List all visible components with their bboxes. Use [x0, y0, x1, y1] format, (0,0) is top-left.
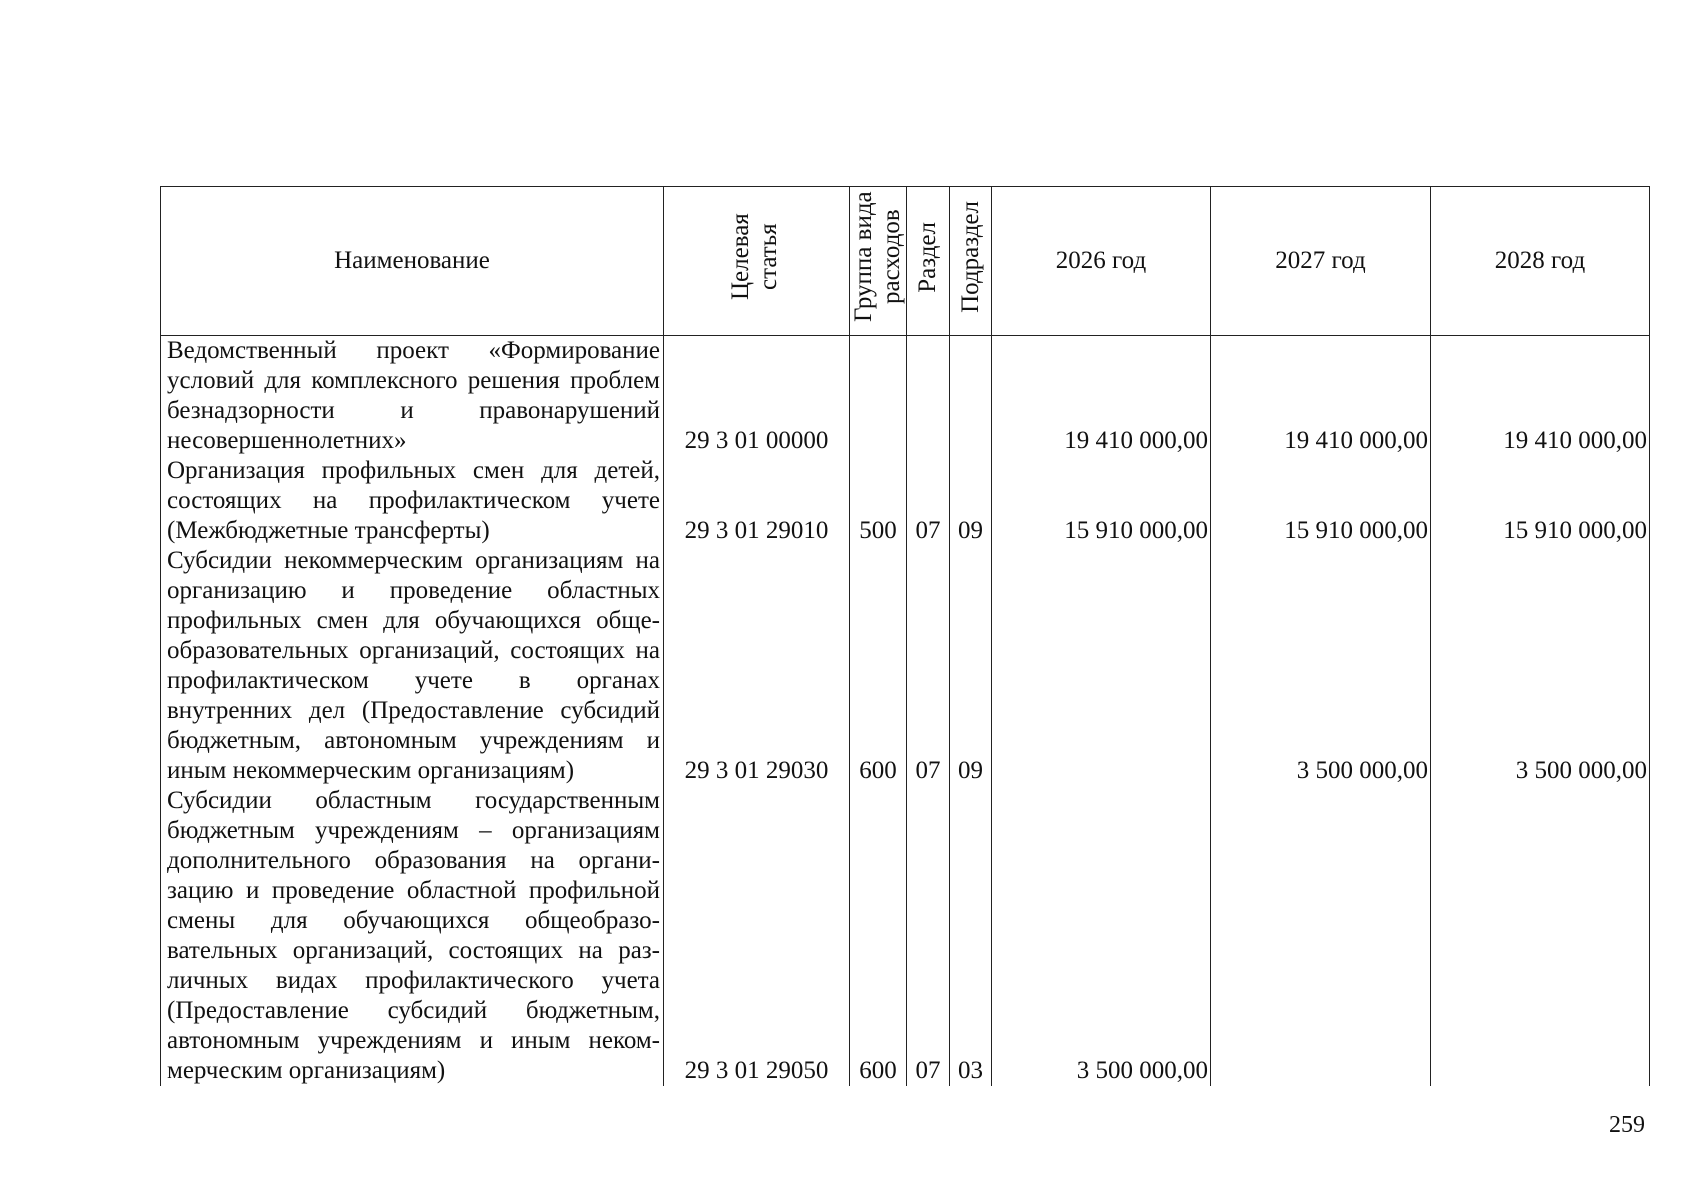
row-section: 07: [907, 786, 950, 1086]
header-2026: 2026 год: [992, 187, 1211, 336]
row-section: 07: [907, 456, 950, 546]
header-section: Раздел: [907, 187, 950, 336]
page-number: 259: [1609, 1112, 1645, 1138]
header-expense-group: Группа вида расходов: [850, 187, 907, 336]
row-amount-2026: 15 910 000,00: [992, 456, 1211, 546]
row-subsection: 03: [950, 786, 992, 1086]
row-subsection: 09: [950, 546, 992, 786]
row-amount-2028: 19 410 000,00: [1431, 336, 1650, 457]
row-amount-2026: 3 500 000,00: [992, 786, 1211, 1086]
row-subsection: 09: [950, 456, 992, 546]
row-amount-2027: 19 410 000,00: [1211, 336, 1431, 457]
header-subsection: Подраздел: [950, 187, 992, 336]
table-row: [161, 786, 1650, 1086]
row-subsection: [950, 336, 992, 457]
header-2027: 2027 год: [1211, 187, 1431, 336]
row-amount-2028: [1431, 786, 1650, 1086]
row-amount-2027: 15 910 000,00: [1211, 456, 1431, 546]
row-group: 600: [850, 546, 907, 786]
header-2028: 2028 год: [1431, 187, 1650, 336]
row-name: Субсидии некоммерческим организациям на организацию и проведение областных профильных смен для обучающихся общеобразовательных организаций, состоящих на профилактическом учете в органах внутренних дел (Предоставление субсидий бюджетным, автономным учреждениям и иным некоммерческим организациям): [161, 546, 664, 786]
row-amount-2028: 15 910 000,00: [1431, 456, 1650, 546]
header-name: Наименование: [161, 187, 664, 336]
row-code: 29 3 01 29010: [664, 456, 850, 546]
header-target-article: Целевая статья: [664, 187, 850, 336]
budget-table: [160, 186, 1650, 1086]
row-code: 29 3 01 00000: [664, 336, 850, 457]
row-amount-2028: 3 500 000,00: [1431, 546, 1650, 786]
row-name: Ведомственный проект «Формирование условий для комплексного решения проблем безнадзорности и правонарушений несовершеннолетних»: [161, 336, 664, 457]
row-amount-2026: [992, 546, 1211, 786]
row-section: [907, 336, 950, 457]
row-group: 600: [850, 786, 907, 1086]
table-row: [161, 546, 1650, 786]
row-name: Субсидии областным государственным бюджетным учреждениям – организациям дополнительного образования на организацию и проведение областной профильной смены для обучающихся общеобразовательных организаций, состоящих на различных видах профилактического учета (Предоставление субсидий бюджетным, автономным учреждениям и иным некоммерческим организациям): [161, 786, 664, 1086]
table-row: [161, 336, 1650, 457]
row-code: 29 3 01 29030: [664, 546, 850, 786]
table-row: [161, 456, 1650, 546]
row-amount-2027: [1211, 786, 1431, 1086]
header-row: [161, 187, 1650, 336]
row-group: [850, 336, 907, 457]
row-amount-2027: 3 500 000,00: [1211, 546, 1431, 786]
row-group: 500: [850, 456, 907, 546]
row-amount-2026: 19 410 000,00: [992, 336, 1211, 457]
row-section: 07: [907, 546, 950, 786]
row-name: Организация профильных смен для детей, состоящих на профилактическом учете (Межбюджетные трансферты): [161, 456, 664, 546]
row-code: 29 3 01 29050: [664, 786, 850, 1086]
